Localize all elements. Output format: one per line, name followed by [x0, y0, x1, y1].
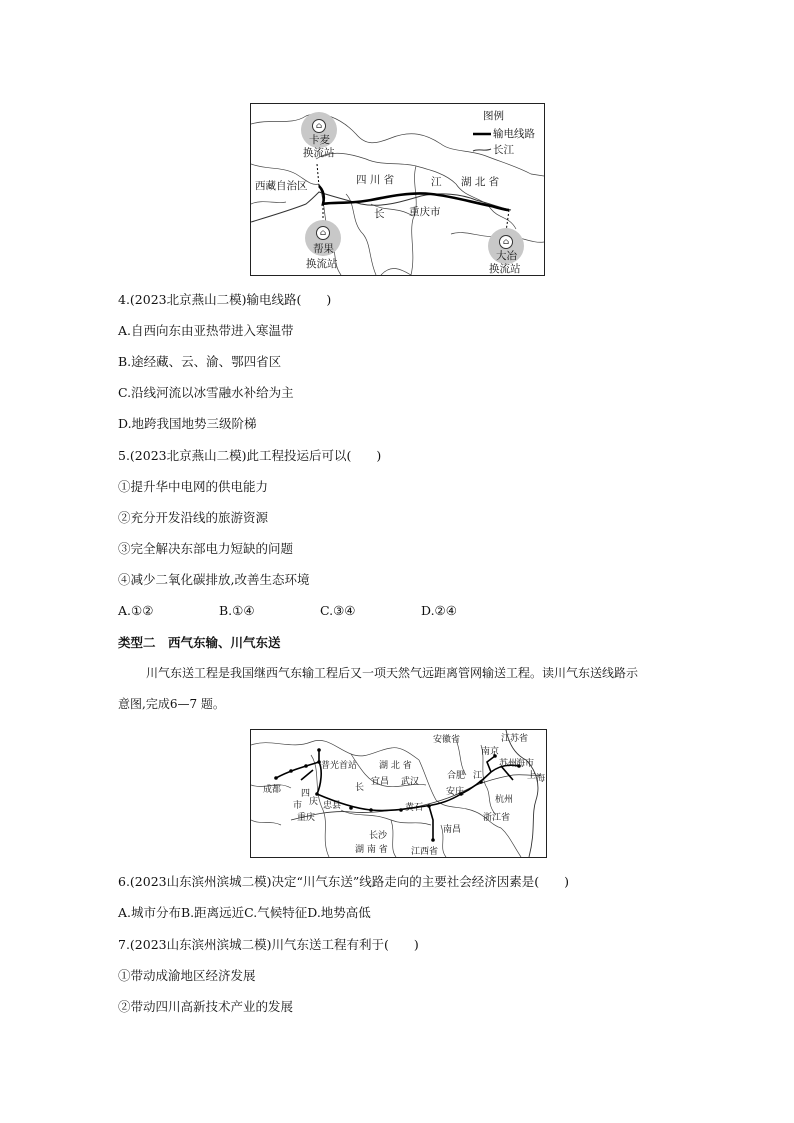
wuhan-label: 武汉 — [401, 777, 420, 787]
q5-stem: 5.(2023北京燕山二模)此工程投运后可以( ) — [118, 448, 382, 463]
hai-label: 海 — [536, 774, 546, 784]
q4-option-c: C.沿线河流以冰雪融水补给为主 — [118, 385, 294, 400]
nanchang-label: 南昌 — [443, 825, 462, 835]
bangguo-station-label: 帮果 — [313, 243, 334, 255]
legend-river-label: 长江 — [493, 144, 514, 156]
daye-station-label: 大冶 — [496, 250, 517, 262]
section-heading: 类型二 西气东输、川气东送 — [118, 635, 281, 650]
intro-line-1: 川气东送工程是我国继西气东输工程后又一项天然气远距离管网输送工程。读川气东送线路示 — [146, 666, 639, 680]
shi-label: 市 — [293, 801, 303, 811]
converter-station-icon: ⌂ — [312, 119, 326, 133]
anqing-label: 安庆 — [446, 787, 465, 797]
sichuan-label: 四 川 省 — [356, 174, 395, 186]
gas-pipeline-map — [250, 729, 547, 858]
changsha-label: 长沙 — [369, 831, 388, 841]
q5-statement-1: ①提升华中电网的供电能力 — [118, 479, 269, 494]
q4-option-b: B.途经藏、云、渝、鄂四省区 — [118, 354, 282, 369]
q5-option-a: A.①② — [118, 603, 154, 618]
q4-option-a: A.自西向东由亚热带进入寒温带 — [118, 323, 294, 338]
bangguo-station-label-2: 换流站 — [306, 258, 338, 270]
daye-station-label-2: 换流站 — [489, 263, 521, 275]
q4-stem: 4.(2023北京燕山二模)输电线路( ) — [118, 292, 332, 307]
chengdu-label: 成都 — [263, 785, 282, 795]
chongqing-label: 重庆 — [297, 813, 316, 823]
nanjing-label: 南京 — [481, 747, 500, 757]
q6-stem: 6.(2023山东滨州滨城二模)决定“川气东送”线路走向的主要社会经济因素是( ) — [118, 874, 570, 889]
legend-line-label: 输电线路 — [493, 128, 535, 140]
q5-option-b: B.①④ — [219, 603, 255, 618]
q6-options: A.城市分布B.距离远近C.气候特征D.地势高低 — [118, 905, 371, 920]
shanghai-shi-label: 海市 — [516, 759, 535, 769]
converter-station-icon: ⌂ — [316, 226, 330, 240]
power-line-map — [250, 103, 545, 276]
zhongxian-label: 忠县 — [323, 801, 342, 811]
jiang-label: 江 — [431, 176, 442, 188]
q5-statement-2: ②充分开发沿线的旅游资源 — [118, 510, 269, 525]
chongqing-label: 重庆市 — [409, 206, 441, 218]
q5-option-c: C.③④ — [320, 603, 356, 618]
chang-label: 长 — [355, 783, 365, 793]
hangzhou-label: 杭州 — [495, 795, 514, 805]
shang-label: 上 — [527, 771, 537, 781]
q7-stem: 7.(2023山东滨州滨城二模)川气东送工程有利于( ) — [118, 937, 419, 952]
tibet-label: 西藏自治区 — [255, 180, 308, 192]
puguang-label: 普光首站 — [321, 761, 358, 771]
chuan-label: 四 — [301, 789, 311, 799]
huangshi-label: 黄石 — [405, 803, 424, 813]
intro-line-2: 意图,完成6—7 题。 — [118, 697, 225, 711]
legend-title: 图例 — [483, 110, 504, 122]
hubei-label: 湖 北 省 — [379, 761, 412, 771]
jiang-label: 江 — [473, 771, 483, 781]
q5-statement-4: ④减少二氧化碳排放,改善生态环境 — [118, 572, 310, 587]
jiangsu-label: 江苏省 — [501, 734, 529, 744]
yichang-label: 宜昌 — [371, 777, 390, 787]
hunan-label: 湖 南 省 — [355, 845, 388, 855]
anhui-label: 安徽省 — [433, 735, 461, 745]
q7-statement-1: ①带动成渝地区经济发展 — [118, 968, 256, 983]
zhejiang-label: 浙江省 — [483, 813, 511, 823]
q4-option-d: D.地跨我国地势三级阶梯 — [118, 416, 257, 431]
q5-option-d: D.②④ — [421, 603, 457, 618]
hefei-label: 合肥 — [447, 771, 466, 781]
kamai-station-label: 卡麦 — [309, 134, 330, 146]
suzhou-label: 苏州 — [499, 759, 518, 769]
q5-statement-3: ③完全解决东部电力短缺的问题 — [118, 541, 294, 556]
kamai-station-label-2: 换流站 — [303, 147, 335, 159]
converter-station-icon: ⌂ — [499, 235, 513, 249]
jiangxi-label: 江西省 — [411, 847, 439, 857]
q7-statement-2: ②带动四川高新技术产业的发展 — [118, 999, 294, 1014]
chang-label: 长 — [374, 208, 385, 220]
hubei-label: 湖 北 省 — [461, 176, 500, 188]
qing-label: 庆 — [309, 797, 319, 807]
